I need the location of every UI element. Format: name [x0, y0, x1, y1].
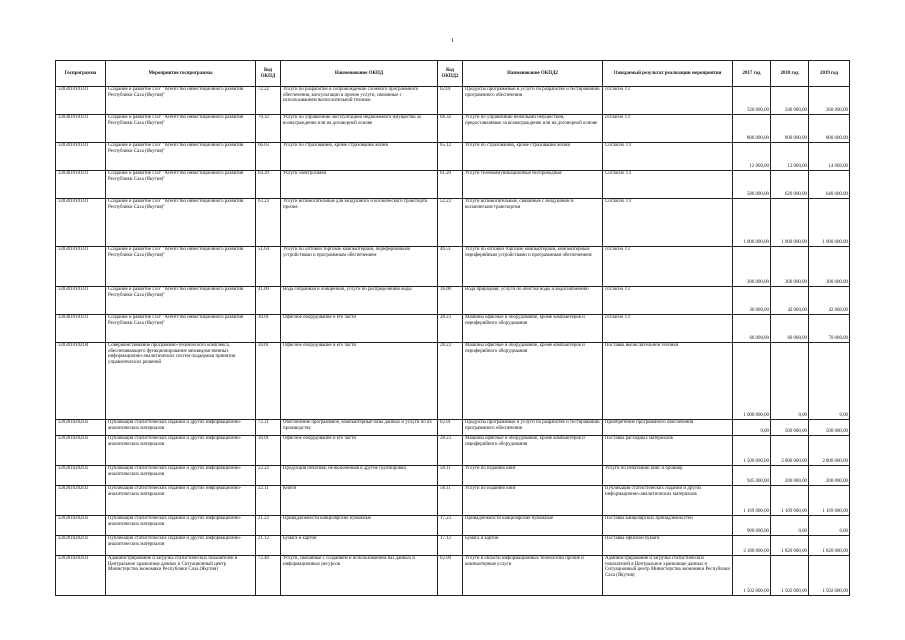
okpd-name-cell: Офисное оборудование и его части	[281, 315, 438, 343]
amount-2019-cell: 1 169 000,00	[809, 486, 850, 516]
okpd-code-cell: 22.22	[256, 466, 281, 486]
amount-2017-cell: 1 169 000,00	[733, 486, 771, 516]
event-cell: Совершенствование программно-технического комплекса, обеспечивающего функционирование межведомственных информационно-аналитических систем поддержки принятия управленческих решений	[106, 343, 256, 420]
okpd-name-cell: Услуги, связанные с созданием и использованием баз данных и информационных ресурсов	[281, 556, 438, 596]
header-gosprogramma: Госпрограмма	[56, 61, 106, 87]
event-cell: Публикация статистических изданий и других информационно-аналитических материалов	[106, 486, 256, 516]
header-row	[56, 61, 850, 87]
okpd-code-cell: 30.01	[256, 315, 281, 343]
okpd-name-cell: Офисное оборудование и его части	[281, 436, 438, 466]
okpd2-name-cell: Принадлежности канцелярские бумажные	[463, 516, 603, 536]
okpd-name-cell: Услуги по разработке и сопровождению сложного программного обеспечения, консультации в прочие услуги, связанные с использованием вычислительной техники	[281, 87, 438, 115]
amount-2017-cell: 580 000,00	[733, 171, 771, 199]
result-cell: Публикация статистических изданий и других информационно-аналитических материалов	[603, 486, 733, 516]
event-cell: Публикация статистических изданий и других информационно-аналитических материалов	[106, 516, 256, 536]
result-cell: согласно ТЗ	[603, 315, 733, 343]
result-cell: Согласно ТЗ	[603, 143, 733, 171]
okpd-code-cell: 30.01	[256, 436, 281, 466]
okpd-code-cell: 64.20	[256, 171, 281, 199]
amount-2018-cell: 200 000,00	[771, 466, 809, 486]
amount-2018-cell: 500 000,00	[771, 420, 809, 436]
table-row	[56, 436, 850, 466]
okpd2-code-cell: 58.11	[438, 466, 463, 486]
table-row	[56, 143, 850, 171]
okpd2-code-cell: 68.32	[438, 115, 463, 143]
page-number: 1	[451, 38, 454, 44]
program-code-cell: 3202010202О2	[56, 486, 106, 516]
table-row	[56, 556, 850, 596]
okpd-code-cell: 21.23	[256, 516, 281, 536]
okpd-code-cell: 21.12	[256, 536, 281, 556]
okpd2-name-cell: Услуги вспомогательные, связанные с воздушным и космическим транспортом	[463, 199, 603, 247]
amount-2018-cell: 0,00	[771, 516, 809, 536]
okpd2-name-cell: Машины офисные и оборудование, кроме компьютеров и периферийного оборудования	[463, 315, 603, 343]
table-row	[56, 343, 850, 420]
okpd-code-cell: 22.11	[256, 486, 281, 516]
okpd2-code-cell: 36.00	[438, 287, 463, 315]
amount-2018-cell: 60 000,00	[771, 315, 809, 343]
okpd-name-cell: Книги	[281, 486, 438, 516]
program-code-cell: 3203010101О1	[56, 247, 106, 287]
amount-2019-cell: 360 000,00	[809, 87, 850, 115]
header-kod-okpd: Код ОКПД	[256, 61, 281, 87]
okpd2-name-cell: Услуги по управлению нежилыми имуществом, предоставляемые за вознаграждение или на договорной основе	[463, 115, 603, 143]
okpd-name-cell: Бумага и картон	[281, 536, 438, 556]
program-code-cell: 3202010202О2	[56, 516, 106, 536]
table-row	[56, 516, 850, 536]
okpd2-code-cell: 17.12	[438, 536, 463, 556]
amount-2019-cell: 1 000 000,00	[809, 199, 850, 247]
okpd-name-cell: Принадлежности канцелярские бумажные	[281, 516, 438, 536]
okpd-name-cell: Услуги по страхованию, кроме страхования жизни	[281, 143, 438, 171]
okpd-code-cell: 72.21	[256, 420, 281, 436]
program-code-cell: 3203010101О1	[56, 87, 106, 115]
okpd2-code-cell: 58.11	[438, 486, 463, 516]
amount-2018-cell: 0,00	[771, 343, 809, 420]
amount-2017-cell: 2 180 000,00	[733, 536, 771, 556]
event-cell: Создание и развитие ГБУ "Агентство инвестиционного развития Республики Саха (Якутия)"	[106, 247, 256, 287]
amount-2018-cell: 1 000 000,00	[771, 199, 809, 247]
amount-2018-cell: 340 000,00	[771, 87, 809, 115]
okpd2-name-cell: Услуги по изданию книг	[463, 466, 603, 486]
result-cell: Поставка офисной бумаги	[603, 536, 733, 556]
result-cell: Согласно ТЗ	[603, 199, 733, 247]
amount-2019-cell: 14 000,00	[809, 143, 850, 171]
okpd2-code-cell: 28.23	[438, 315, 463, 343]
amount-2017-cell: 800 000,00	[733, 115, 771, 143]
table-row	[56, 171, 850, 199]
result-cell: Поставка канцелярских принадлежностей	[603, 516, 733, 536]
okpd2-name-cell: Услуги по оптовой торговле компьютерами, компьютерным периферийным устройствами и программным обеспечением	[463, 247, 603, 287]
result-cell: Приобретение программного обеспечения	[603, 420, 733, 436]
header-rezultat: Ожидаемый результат реализации мероприятия	[603, 61, 733, 87]
amount-2019-cell: 800 000,00	[809, 115, 850, 143]
amount-2017-cell: 300 000,00	[733, 247, 771, 287]
header-2019: 2019 год	[809, 61, 850, 87]
okpd-code-cell: 41.00	[256, 287, 281, 315]
event-cell: Создание и развитие ГБУ "Агентство инвестиционного развития Республики Саха (Якутия)"	[106, 115, 256, 143]
program-code-cell: 3202010202О2	[56, 436, 106, 466]
procurement-table	[55, 60, 850, 596]
okpd2-code-cell: 62.01	[438, 87, 463, 115]
program-code-cell: 3203010101О1	[56, 199, 106, 247]
table-row	[56, 486, 850, 516]
amount-2018-cell: 2 800 000,00	[771, 436, 809, 466]
event-cell: Создание и развитие ГБУ "Агентство инвестиционного развития Республики Саха (Якутия)"	[106, 143, 256, 171]
program-code-cell: 3202010202О2	[56, 420, 106, 436]
amount-2019-cell: 1 820 000,00	[809, 536, 850, 556]
program-code-cell: 3202010202О2	[56, 536, 106, 556]
amount-2017-cell: 945 000,00	[733, 466, 771, 486]
okpd2-code-cell: 52.23	[438, 199, 463, 247]
event-cell: Администрирование и загрузка статистических показателей в Центральное хранилище данных и Ситуационный центр Министерства экономики Республики Саха (Якутия)	[106, 556, 256, 596]
okpd-name-cell: Вода собранная и очищенная, услуги по распределению воды	[281, 287, 438, 315]
okpd2-name-cell: Услуги по страхованию, кроме страхования жизни	[463, 143, 603, 171]
amount-2017-cell: 12 000,00	[733, 143, 771, 171]
okpd-code-cell: 72.40	[256, 556, 281, 596]
okpd2-code-cell: 62.09	[438, 556, 463, 596]
event-cell: Создание и развитие ГБУ "Агентство инвестиционного развития Республики Саха (Якутия)"	[106, 287, 256, 315]
result-cell: Поставка вычислительной техники	[603, 343, 733, 420]
amount-2017-cell: 0,00	[733, 420, 771, 436]
okpd2-code-cell: 65.12	[438, 143, 463, 171]
amount-2017-cell: 1 000 000,00	[733, 343, 771, 420]
program-code-cell: 3203010101О1	[56, 115, 106, 143]
amount-2019-cell: 0,00	[809, 343, 850, 420]
amount-2018-cell: 1 169 000,00	[771, 486, 809, 516]
amount-2019-cell: 200 000,00	[809, 466, 850, 486]
okpd-name-cell: Офисное оборудование и его части	[281, 343, 438, 420]
amount-2019-cell: 2 800 000,00	[809, 436, 850, 466]
amount-2019-cell: 500 000,00	[809, 420, 850, 436]
amount-2018-cell: 620 000,00	[771, 171, 809, 199]
result-cell: Согласно ТЗ	[603, 171, 733, 199]
program-code-cell: 3202010203О1	[56, 556, 106, 596]
okpd-name-cell: Обеспечение программное, компьютерные базы данных и услуги по их производству	[281, 420, 438, 436]
amount-2018-cell: 1 820 000,00	[771, 536, 809, 556]
okpd2-name-cell: Машины офисные и оборудование, кроме компьютеров и периферийного оборудования	[463, 436, 603, 466]
table-row	[56, 287, 850, 315]
okpd-code-cell: 66.03	[256, 143, 281, 171]
event-cell: Создание и развитие ГБУ "Агентство инвестиционного развития Республики Саха (Якутия)"	[106, 171, 256, 199]
okpd2-code-cell: 28.23	[438, 343, 463, 420]
result-cell: Поставка расходных материалов	[603, 436, 733, 466]
event-cell: Публикация статистических изданий и других информационно-аналитических материалов	[106, 436, 256, 466]
okpd2-code-cell: 62.01	[438, 420, 463, 436]
table-row	[56, 115, 850, 143]
program-code-cell: 3203010102О4	[56, 343, 106, 420]
amount-2017-cell: 1 502 000,00	[733, 556, 771, 596]
okpd2-code-cell: 28.23	[438, 436, 463, 466]
amount-2018-cell: 1 502 000,00	[771, 556, 809, 596]
okpd2-name-cell: Машины офисные и оборудование, кроме компьютеров и периферийного оборудования	[463, 343, 603, 420]
amount-2019-cell: 70 000,00	[809, 315, 850, 343]
header-kod-okpd2: Код ОКПД2	[438, 61, 463, 87]
program-code-cell: 3202010202О2	[56, 466, 106, 486]
program-code-cell: 3203010101О1	[56, 315, 106, 343]
okpd2-code-cell: 46.51	[438, 247, 463, 287]
amount-2017-cell: 1 000 000,00	[733, 199, 771, 247]
table-row	[56, 315, 850, 343]
okpd2-name-cell: Продукты программные и услуги по разработке и тестированию программного обеспечения	[463, 420, 603, 436]
okpd-name-cell: Услуги по управлению эксплуатацией недвижимого имущества за вознаграждение или на договорной основе	[281, 115, 438, 143]
table-row	[56, 420, 850, 436]
okpd2-name-cell: Услуги в области информационных технологий прочие и компьютерные услуги	[463, 556, 603, 596]
result-cell: согласно ТЗ	[603, 287, 733, 315]
result-cell: согласно ТЗ	[603, 115, 733, 143]
event-cell: Создание и развитие ГБУ "Агентство инвестиционного развития Республики Саха (Якутия)"	[106, 199, 256, 247]
header-naim-okpd2: Наименование ОКПД2	[463, 61, 603, 87]
okpd2-name-cell: Бумага и картон	[463, 536, 603, 556]
okpd-code-cell: 70.32	[256, 115, 281, 143]
header-naim-okpd: Наименование ОКПД	[281, 61, 438, 87]
table-row	[56, 536, 850, 556]
table-row	[56, 466, 850, 486]
event-cell: Публикация статистических изданий и других информационно-аналитических материалов	[106, 466, 256, 486]
okpd2-code-cell: 17.23	[438, 516, 463, 536]
amount-2019-cell: 1 502 000,00	[809, 556, 850, 596]
okpd2-name-cell: Вода природная; услуги по очистке воды и водоснабжению	[463, 287, 603, 315]
amount-2018-cell: 13 000,00	[771, 143, 809, 171]
amount-2018-cell: 300 000,00	[771, 247, 809, 287]
header-meropriyatie: Мероприятие госпрограммы	[106, 61, 256, 87]
amount-2018-cell: 800 000,00	[771, 115, 809, 143]
amount-2017-cell: 1 500 000,00	[733, 436, 771, 466]
okpd-name-cell: Услуги электросвязи	[281, 171, 438, 199]
amount-2019-cell: 300 000,00	[809, 247, 850, 287]
program-code-cell: 3203010101О1	[56, 143, 106, 171]
amount-2018-cell: 42 000,00	[771, 287, 809, 315]
amount-2017-cell: 900 000,00	[733, 516, 771, 536]
amount-2019-cell: 0,00	[809, 516, 850, 536]
okpd2-code-cell: 61.20	[438, 171, 463, 199]
event-cell: Публикация статистических изданий и других информационно-аналитических материалов	[106, 420, 256, 436]
amount-2017-cell: 36 000,00	[733, 287, 771, 315]
table-row	[56, 199, 850, 247]
amount-2017-cell: 60 000,00	[733, 315, 771, 343]
table-row	[56, 247, 850, 287]
event-cell: Публикация статистических изданий и других информационно-аналитических материалов	[106, 536, 256, 556]
okpd2-name-cell: Услуги телекоммуникационные беспроводные	[463, 171, 603, 199]
okpd2-name-cell: Продукты программные и услуги по разработке и тестированию программного обеспечения	[463, 87, 603, 115]
header-2018: 2018 год	[771, 61, 809, 87]
okpd2-name-cell: Услуги по изданию книг	[463, 486, 603, 516]
header-2017: 2017 год	[733, 61, 771, 87]
okpd-name-cell: Услуги по оптовой торговле компьютерами, периферийными устройствами и программным обеспечением	[281, 247, 438, 287]
result-cell: Администрирование и загрузка статистических показателей в Центральное хранилище данных и Ситуационный центр Министерства экономики Республики Саха (Якутия)	[603, 556, 733, 596]
okpd-code-cell: 72.22	[256, 87, 281, 115]
result-cell: согласно ТЗ	[603, 87, 733, 115]
event-cell: Создание и развитие ГБУ "Агентство инвестиционного развития Республики Саха (Якутия)"	[106, 315, 256, 343]
program-code-cell: 3203010101О1	[56, 171, 106, 199]
amount-2019-cell: 42 000,00	[809, 287, 850, 315]
okpd-name-cell: Продукция печатная, не включенная в другие группировки	[281, 466, 438, 486]
result-cell: Услуги по печатанию книг и брошюр	[603, 466, 733, 486]
okpd-name-cell: Услуги вспомогательные для воздушного и космического транспорта прочие	[281, 199, 438, 247]
amount-2017-cell: 320 000,00	[733, 87, 771, 115]
okpd-code-cell: 63.23	[256, 199, 281, 247]
okpd-code-cell: 30.01	[256, 343, 281, 420]
amount-2019-cell: 640 000,00	[809, 171, 850, 199]
okpd-code-cell: 51.64	[256, 247, 281, 287]
program-code-cell: 3203010101О1	[56, 287, 106, 315]
result-cell: согласно ТЗ	[603, 247, 733, 287]
event-cell: Создание и развитие ГБУ "Агентство инвестиционного развития Республики Саха (Якутия)"	[106, 87, 256, 115]
table-row	[56, 87, 850, 115]
